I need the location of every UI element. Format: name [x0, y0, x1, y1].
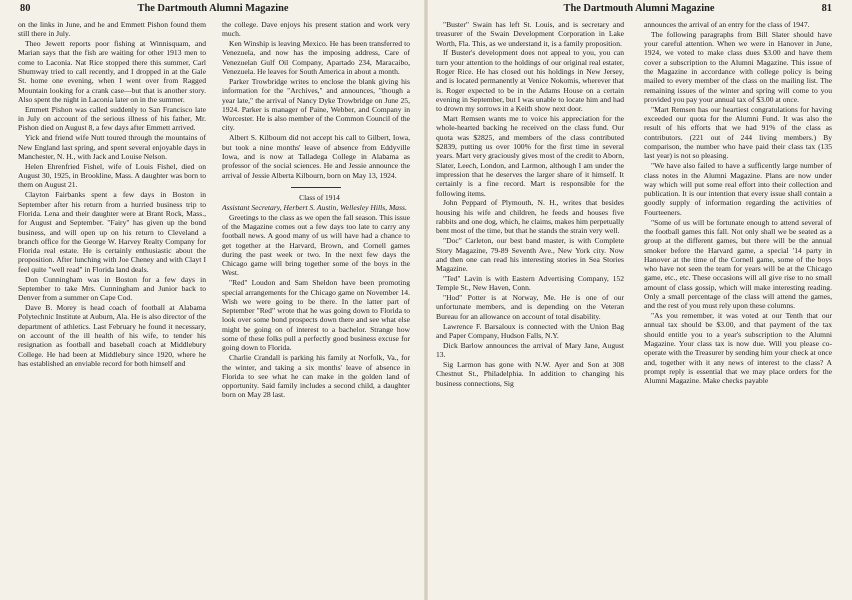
paragraph: Lawrence F. Barsaloux is connected with the Union Bag and Paper Company, Hudson Falls, N.Y.	[436, 321, 624, 340]
paragraph: on the links in June, and he and Emmett Pishon found them still there in July.	[18, 20, 206, 39]
paragraph: Greetings to the class as we open the fall season. This issue of the Magazine comes out a few days too late to carry any football news. A good many of us will have had a chance to get together at the Harvard, Brown, and Cornell games during the past week or two. In the next few days the Chicago game will bring together some of the boys in the West.	[222, 212, 410, 278]
paragraph: Mart Remsen wants me to voice his appreciation for the whole-hearted backing he received on the class fund. Our quota was $2825, and members of the class contributed $2839, putting us over 100% for the first time in several years. Mart very graciously gives most of the credit to Aborn, Slater, Leech, London, and Larmon, although I am under the impression that he deserves the larger share of it himself. It certainly is a fine record. Mart is responsible for the following items.	[436, 114, 624, 198]
paragraph: Yick and friend wife Nutt toured through the mountains of New England last spring, and spent several enjoyable days in Manchester, N. H., with Jack and Louise Nelson.	[18, 133, 206, 161]
paragraph: Emmett Pishon was called suddenly to San Francisco late in July on account of the serious illness of his father, Mr. Pishon died on August 8, a few days after Emmett arrived.	[18, 104, 206, 133]
paragraph: Sig Larmon has gone with N.W. Ayer and Son at 308 Chestnut St., Philadelphia. In addition to changing his business connections, Sig	[436, 360, 624, 388]
paragraph: Ken Winship is leaving Mexico. He has been transferred to Venezuela, and now has the imposing address, Care of Venezuelan Gulf Oil Company, Apartado 234, Maracaibo, Venezuela. He leaves for South America in about a month.	[222, 39, 410, 77]
right-column-2	[644, 20, 832, 594]
paragraph: Dick Barlow announces the arrival of Mary Jane, August 13.	[436, 340, 624, 360]
paragraph: Helen Ehrenfried Fishel, wife of Louis Fishel, died on August 30, 1925, in Brookline, Mass. A daughter was born to them on August 21.	[18, 161, 206, 190]
paragraph: If Buster's development does not appeal to you, you can turn your attention to the holdings of our original real estater, Roger Rice. He has closed out his holdings in New Jersey, and is located permanently at Venice Nokomis, wherever that is. Roger expected to be in the Adams House on a certain evening in September, but I was unable to locate him and had to drown my sorrows in a Keith show next door.	[436, 48, 624, 114]
right-page	[426, 0, 852, 600]
paragraph: Dave B. Morey is head coach of football at Alabama Polytechnic Institute at Auburn, Ala. He is also director of the department of athletics. Last February he found it necessary, on account of the ill health of his wife, to tender his resignation as football and baseball coach at Middlebury College. He had been at Middlebury since 1920, where he has established an enviable record for both himself and	[18, 303, 206, 368]
paragraph: the college. Dave enjoys his present station and work very much.	[222, 20, 410, 39]
paragraph: announces the arrival of an entry for the class of 1947.	[644, 20, 810, 29]
paragraph: Don Cunningham was in Boston for a few days in September to take Mrs. Cunningham and Junior back to Denver from a summer on Cape Cod.	[18, 274, 206, 303]
paragraph: The following paragraphs from Bill Slater should have your careful attention. When we were in Hanover in June, 1924, we voted to make class dues $3.00 and have them cover a subscription to the Alumni Magazine. This issue of the Magazine in accordance with college policy is being mailed to every member of the class on the mailing list. The remaining issues of the winter and spring will come to you provided you pay your annual tax of $3.00 at once.	[644, 29, 832, 104]
left-page-header	[20, 3, 406, 17]
left-column-2	[222, 20, 410, 594]
paragraph: "Doc" Carleton, our best band master, is with Complete Story Magazine, 79-89 Seventh Ave., New York city. Now and then one can read his interesting stories in Sea Stories Magazine.	[436, 236, 624, 274]
right-page-header	[446, 3, 832, 17]
running-title: The Dartmouth Alumni Magazine	[137, 3, 289, 14]
paragraph: "Hod" Potter is at Norway, Me. He is one of our unfortunate members, and is depending on the Veteran Bureau for an allowance on account of total disability.	[436, 293, 624, 321]
paragraph: "We have also failed to have a sufficently large number of class notes in the Alumni Magazine. Plans are now under way which will put some real effort into their collection and publication. It is our intention that every issue shall contain a goodly supply of information regarding the activities of Fourteeners.	[644, 161, 832, 217]
paragraph: "Ted" Lavin is with Eastern Advertising Company, 152 Temple St., New Haven, Conn.	[436, 273, 624, 293]
paragraph: Albert S. Kilbourn did not accept his call to Gilbert, Iowa, but took a nine months' leave of absence from Eddyville Iowa, and is now at Talladega College in Alabama as professor of the social sciences. He and Jessie announce the arrival of Jessie Alberta Kilbourn, born on May 13, 1924.	[222, 133, 410, 180]
paragraph: "Mart Remsen has our heartiest congratulations for having exceeded our quota for the Alumni Fund. It was also the result of his efforts that we had 91% of the class as contributors. (221 out of 244 living members.) By comparison, the number who have paid their class tax (135 last year) is not so pleasing.	[644, 104, 832, 161]
paragraph: "Buster" Swain has left St. Louis, and is secretary and treasurer of the Swain Development Corporation in Lake Worth, Fla. This, as we understand it, is a family proposition.	[436, 20, 624, 48]
page-number: 81	[821, 3, 832, 14]
right-column-1	[436, 20, 624, 594]
secretary-line: Assistant Secretary, Herbert S. Austin, Wellesley Hills, Mass.	[222, 202, 407, 212]
paragraph: "Red" Loudon and Sam Sheldon have been promoting special arrangements for the Chicago game on November 14. Wish we were going to be there. In the latter part of September "Red" wrote that he was going down to Florida to look over some bond prospects down there and see what else might be going on of interest to a bachelor. Strange how some of these folks pull a perfectly good business excuse for going down to Florida.	[222, 278, 410, 353]
paragraph: "As you remember, it was voted at our Tenth that our annual tax should be $3.00, and that payment of the tax should entitle you to a year's subscription to the Alumni Magazine. Your class tax is now due. Will you please co-operate with the Treasurer by sending him your check at once and, together with it any news of interest to the class? A prompt reply is essential that we may place orders for the Alumni Magazine. Make checks payable	[644, 311, 832, 386]
class-heading: Class of 1914	[299, 192, 340, 202]
left-column-1	[18, 20, 206, 594]
paragraph: Theo Jewett reports poor fishing at Winnisquam, and Marian says that the fish are waiting for other 1913 men to come to Laconia. Nat Rice stopped there this summer, Carl Shumway tried to call recently, and I dropped in at the Gale St. home one evening, when I went over from Ragged Mountain looking for a crank case—but that is another story. Also spent the night in Laconia later on in the summer.	[18, 39, 206, 104]
page-number: 80	[20, 3, 31, 14]
section-divider	[291, 187, 341, 188]
paragraph: Parker Trowbridge writes to enclose the blank giving his information for the "Archives," and announces, "though a year late," the arrival of Nancy Dyke Trowbridge on June 25, 1924. Parker is manager of Paine, Webber, and Company in Worcester. He is also member of the Common Council of the city.	[222, 76, 410, 133]
paragraph: John Peppard of Plymouth, N. H., writes that besides housing his wife and children, he feeds and houses five rabbits and one dog, which, he claims, makes him perpetually bent most of the time, but that he stands the strain very well.	[436, 198, 624, 236]
running-title: The Dartmouth Alumni Magazine	[563, 3, 715, 14]
paragraph: Charlie Crandall is parking his family at Norfolk, Va., for the winter, and taking a six months' leave of absence in Florida to see what he can make in the golden land of opportunity. Said family includes a second child, a daughter born on May 28 last.	[222, 353, 410, 400]
paragraph: Clayton Fairbanks spent a few days in Boston in September after his return from a hurried business trip to Florida. Lena and their daughter were at Brant Rock, Mass., for August and September. "Fairy" has given up the bond business, and will open up on his return to Cleveland a branch office for the George W. Harvey Realty Company for Florida real estate. He is certainly enthusiastic about the proposition. After lunching with Joe Cheney and with Clayt I feel quite "well read" in Florida land deals.	[18, 190, 206, 274]
paragraph: "Some of us will be fortunate enough to attend several of the football games this fall. Not only shall we be seated as a group at the different games, but there will be the annual smoker before the Harvard game, a special '14 party in Hanover at the time of the Cornell game, some of the boys who have not seen the team for years will be at the Chicago game, etc., etc. These occasions will all give rise to no small amount of class gossip, which will make interesting reading. Only a small percentage of the class will attend the games, and the rest of you must rely upon these columns.	[644, 217, 832, 311]
